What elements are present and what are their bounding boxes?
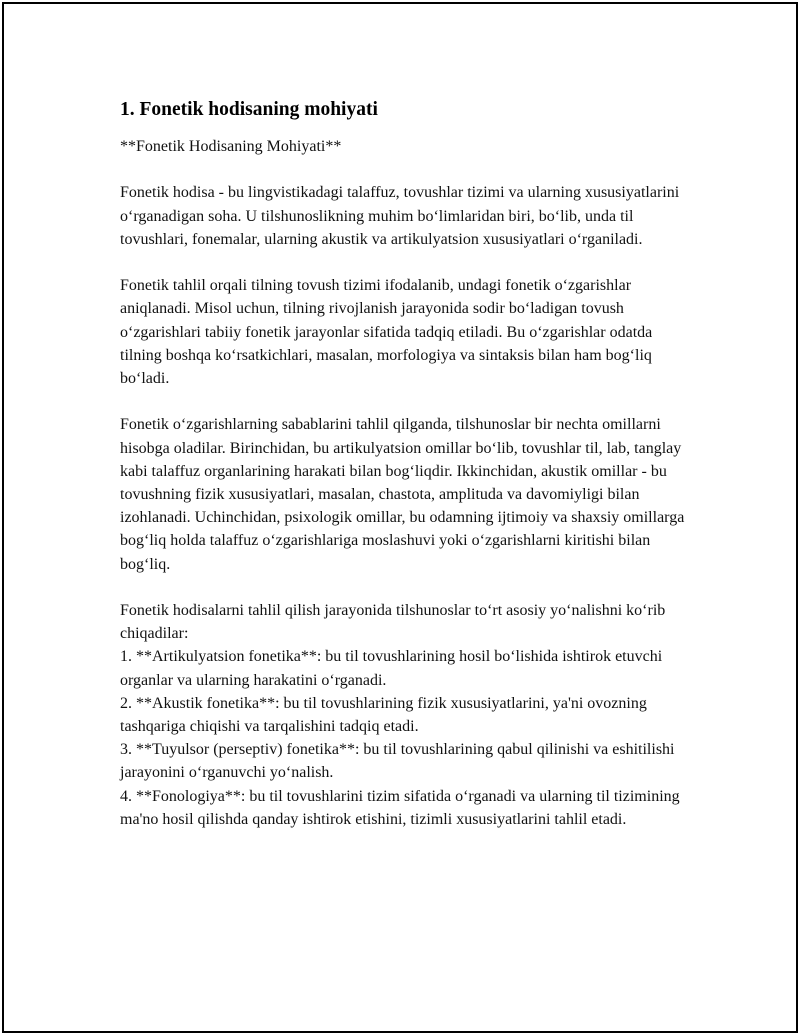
list-item-4: 4. **Fonologiya**: bu til tovushlarini tizim sifatida oʻrganadi va ularning til tizimining ma'no hosil qilishda qanday ishtirok etishini, tizimli xususiyatlarini tahlil etadi. <box>120 787 680 828</box>
page-frame <box>2 2 798 1033</box>
document-heading: 1. Fonetik hodisaning mohiyati <box>120 99 378 120</box>
document-subtitle: **Fonetik Hodisaning Mohiyati** <box>120 138 342 155</box>
paragraph-1: Fonetik hodisa - bu lingvistikadagi talaffuz, tovushlar tizimi va ularning xususiyatlarini oʻrganadigan soha. U tilshunoslikning muhim boʻlimlaridan biri, boʻlib, unda til tovushlari, fonemalar, ularning akustik va artikulyatsion xususiyatlari oʻrganiladi. <box>120 184 680 248</box>
list-item-1: 1. **Artikulyatsion fonetika**: bu til tovushlarining hosil boʻlishida ishtirok etuvchi organlar va ularning harakatini oʻrganadi. <box>120 648 663 689</box>
list-item-2: 2. **Akustik fonetika**: bu til tovushlarining fizik xususiyatlarini, ya'ni ovozning tashqariga chiqishi va tarqalishini tadqiq etadi. <box>120 694 647 736</box>
paragraph-3: Fonetik oʻzgarishlarning sabablarini tahlil qilganda, tilshunoslar bir nechta omillarni hisobga oladilar. Birinchidan, bu artikulyatsion omillar boʻlib, tovushlar til, lab, tanglay kabi talaffuz organlarining harakati bilan bogʻliqdir. Ikkinchidan, akustik omillar - bu tovushning fizik xususiyatlari, masalan, chastota, amplituda va davomiyligi bilan izohlanadi. Uchinchidan, psixologik omillar, bu odamning ijtimoiy va shaxsiy omillarga bogʻliq holda talaffuz oʻzgarishlariga moslashuvi yoki oʻzgarishlarni kiritishi bilan bogʻliq. <box>120 416 685 573</box>
list-intro: Fonetik hodisalarni tahlil qilish jarayonida tilshunoslar toʻrt asosiy yoʻnalishni koʻrib chiqadilar: <box>120 602 666 643</box>
document-body <box>120 97 695 831</box>
paragraph-2: Fonetik tahlil orqali tilning tovush tizimi ifodalanib, undagi fonetik oʻzgarishlar aniqlanadi. Misol uchun, tilning rivojlanish jarayonida sodir boʻladigan tovush oʻzgarishlari tabiiy fonetik jarayonlar sifatida tadqiq etiladi. Bu oʻzgarishlar odatda tilning boshqa koʻrsatkichlari, masalan, morfologiya va sintaksis bilan ham bogʻliq boʻladi. <box>120 277 653 387</box>
list-item-3: 3. **Tuyulsor (perseptiv) fonetika**: bu til tovushlarining qabul qilinishi va eshitilishi jarayonini oʻrganuvchi yoʻnalish. <box>120 741 675 782</box>
